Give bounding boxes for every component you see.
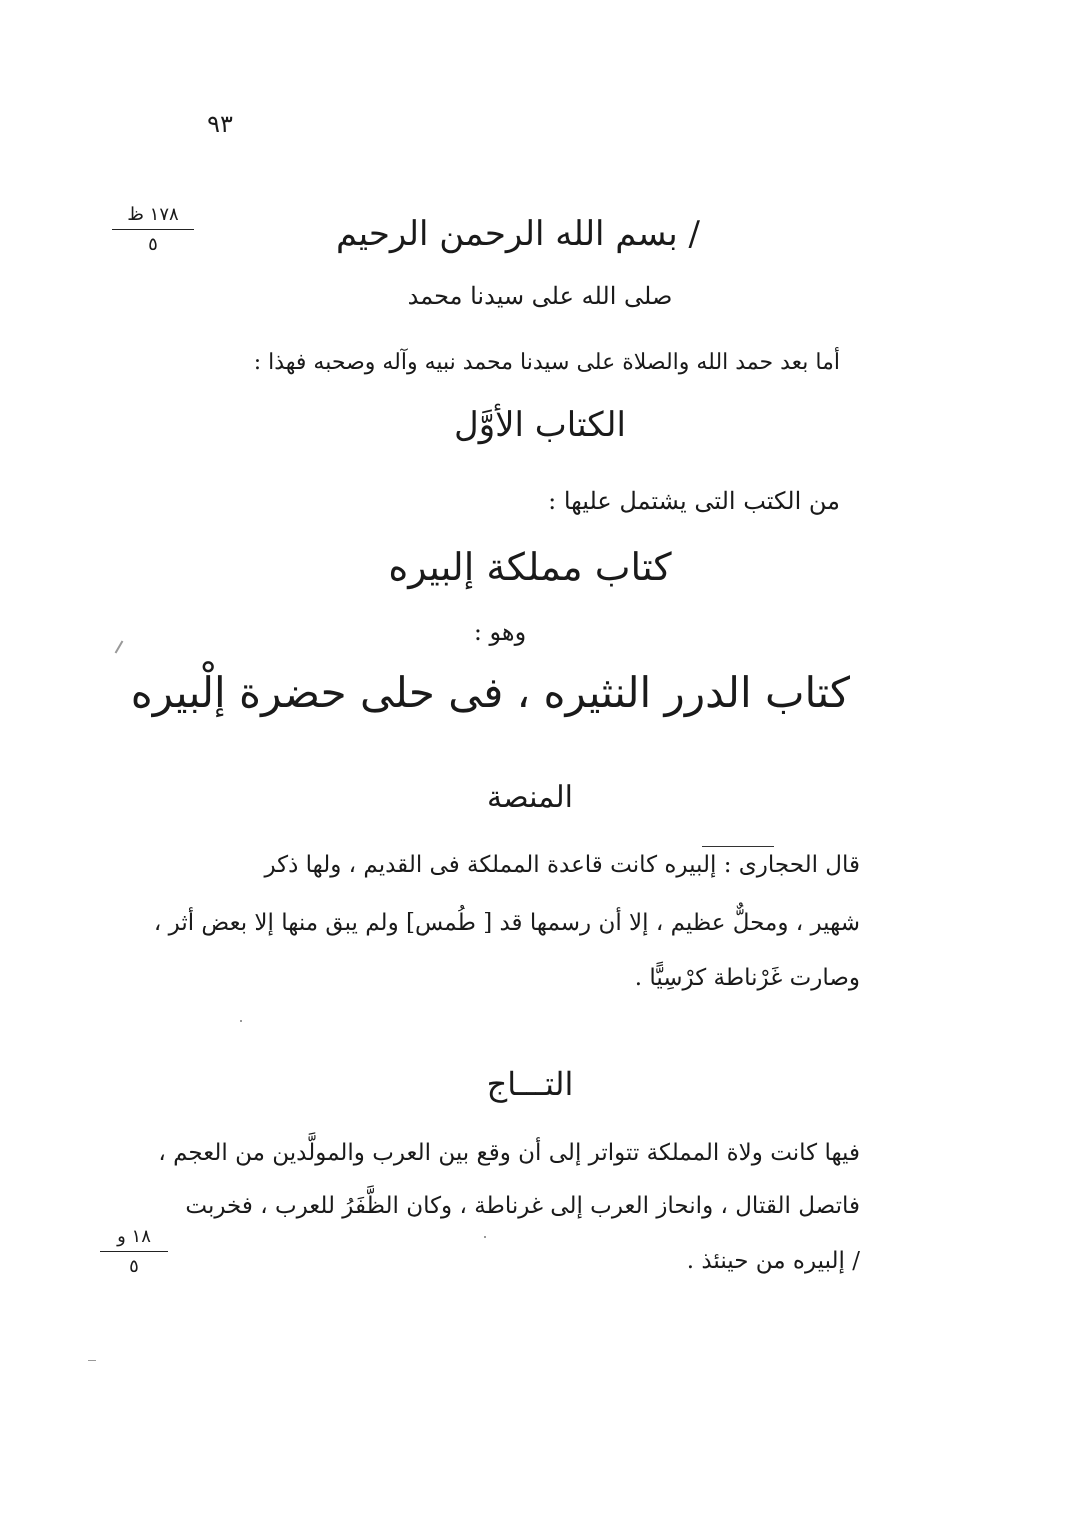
folio-marker-top: [112, 206, 194, 254]
basmala: / بسم الله الرحمن الرحيم: [336, 214, 700, 254]
scan-speck: [115, 640, 124, 653]
folio-marker-bottom: [100, 1228, 168, 1276]
paragraph-line: فيها كانت ولاة المملكة تتواتر إلى أن وقع بين العرب والمولَّدين من العجم ،: [158, 1140, 860, 1166]
section-heading-minassa: المنصة: [487, 780, 573, 815]
folio-marker-top-lower: ٥: [148, 234, 158, 255]
book-heading: الكتاب الأوَّل: [454, 405, 626, 445]
paragraph-line: قال الحجارى : إلبيره كانت قاعدة المملكة فى القديم ، ولها ذكر: [264, 852, 860, 878]
wa-huwa-line: وهو :: [473, 618, 527, 646]
scan-speck: [484, 1236, 486, 1238]
scan-speck: [88, 1360, 96, 1361]
folio-marker-bottom-upper: ١٨ و: [117, 1226, 151, 1247]
page-number: ٩٣: [207, 110, 233, 138]
paragraph-line: / إلبيره من حينئذ .: [686, 1248, 860, 1274]
kingdom-title: كتاب مملكة إلبيره: [388, 545, 672, 589]
intro-line: أما بعد حمد الله والصلاة على سيدنا محمد نبيه وآله وصحبه فهذا :: [253, 350, 840, 375]
scan-speck: [240, 1020, 242, 1022]
folio-marker-top-upper: ١٧٨ ظ: [127, 204, 179, 225]
from-books-line: من الكتب التى يشتمل عليها :: [548, 487, 840, 515]
blessing: صلى الله على سيدنا محمد: [407, 282, 673, 310]
paragraph-line: وصارت غَرْناطة كرْسِيًّا .: [634, 965, 860, 991]
paragraph-line: شهير ، ومحلٌّ عظيم ، إلا أن رسمها قد [ طُمس] ولم يبق منها إلا بعض أثر ،: [153, 910, 860, 936]
section-rule: [702, 846, 774, 847]
folio-marker-bottom-lower: ٥: [129, 1256, 139, 1277]
section-heading-taj: التـــاج: [486, 1065, 574, 1103]
full-book-title: كتاب الدرر النثيره ، فى حلى حضرة إلْبيره: [130, 668, 850, 717]
paragraph-line: فاتصل القتال ، وانحاز العرب إلى غرناطة ، وكان الظَّفَرُ للعرب ، فخربت: [185, 1193, 860, 1219]
